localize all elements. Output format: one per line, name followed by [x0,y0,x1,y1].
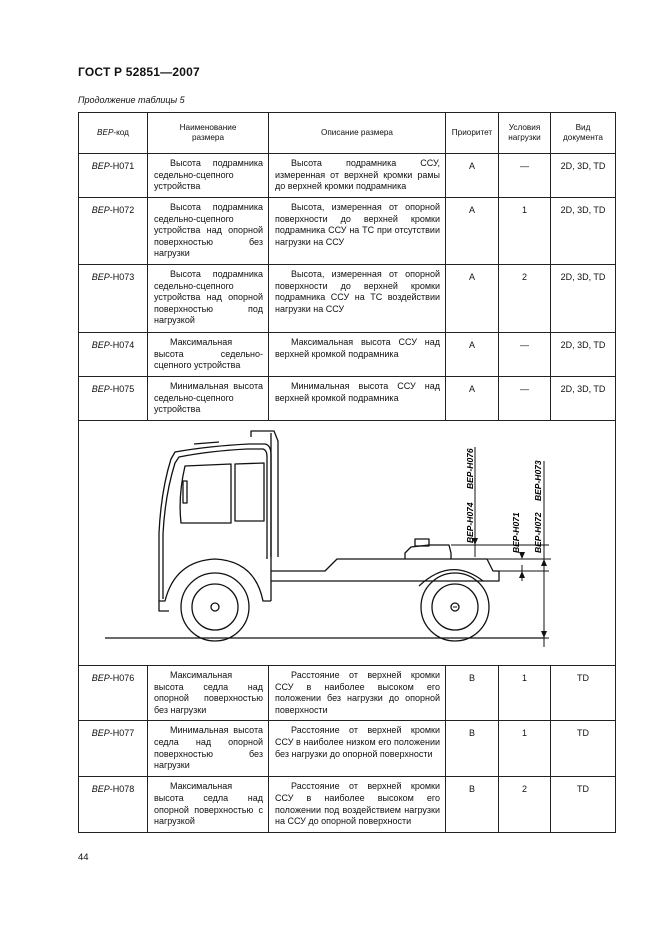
code-number: -H077 [109,728,135,739]
code-prefix: BEP [91,673,110,683]
row-description: Высота, измеренная от опорной поверхности до верхней кромки подрамника ССУ на ТС воздействии нагрузки на ССУ [269,265,446,333]
code-number: -H071 [109,161,135,171]
row-view: 2D, 3D, TD [551,377,616,421]
row-code [79,198,148,265]
label-h071: BEP-H071 [511,512,521,553]
truck-diagram [79,421,616,665]
row-name: Максимальная высота седла над опорной поверхностью без нагрузки [148,666,269,721]
code-number: -H073 [109,272,135,282]
figure-row [79,421,616,666]
arrow-h071-bottom [519,571,525,578]
code-prefix: BEP [91,272,110,282]
table-row [79,721,616,777]
table-row [79,333,616,377]
code-prefix: BEP [91,784,110,795]
row-priority: B [446,666,499,721]
header-code-prefix: BEP [97,127,114,137]
row-description: Расстояние от верхней кромки ССУ в наиболее высоком его положении без нагрузки до опорной поверхности [269,666,446,721]
code-number: -H074 [109,340,135,350]
front-wheel-rim [192,584,238,630]
table-header-row [79,113,616,154]
code-prefix: BEP [91,384,110,394]
row-description: Максимальная высота ССУ над верхней кромкой подрамника [269,333,446,377]
code-number: -H072 [109,205,135,215]
row-view: TD [551,777,616,832]
code-prefix: BEP [91,205,110,215]
front-wheel-hub [211,603,219,611]
roof-vent [194,442,219,444]
row-load: — [499,154,551,198]
fifth-wheel [405,545,451,559]
cab-inner-outline [163,449,267,599]
row-load: 1 [499,666,551,721]
header-priority: Приоритет [446,113,499,154]
row-name: Максимальная высота седельно-сцепного устройства [148,333,269,377]
row-load: — [499,377,551,421]
table-caption: Продолжение таблицы 5 [78,95,185,105]
code-number: -H078 [109,784,135,795]
label-h076: BEP-H076 [465,448,475,489]
row-priority: B [446,777,499,832]
row-name: Минимальная высота седельно-сцепного устройства [148,377,269,421]
row-priority: A [446,265,499,333]
row-description: Высота, измеренная от опорной поверхности до верхней кромки подрамника ССУ на ТС при отсутствии нагрузки на ССУ [269,198,446,265]
arrow-h073-top [541,559,547,566]
label-h072: BEP-H072 [533,512,543,553]
code-prefix: BEP [91,161,110,171]
row-view: TD [551,721,616,777]
row-view: 2D, 3D, TD [551,265,616,333]
header-description: Описание размера [269,113,446,154]
row-description: Минимальная высота ССУ над верхней кромкой подрамника [269,377,446,421]
header-code [79,113,148,154]
arrow-h073-bottom [541,631,547,638]
header-view: Вид документа [551,113,616,154]
row-view: 2D, 3D, TD [551,154,616,198]
row-priority: A [446,198,499,265]
row-load: 1 [499,198,551,265]
table-row [79,777,616,832]
row-name: Высота подрамника седельно-сцепного устройства над опорной поверхностью под нагрузкой [148,265,269,333]
table-row [79,265,616,333]
row-load: — [499,333,551,377]
code-prefix: BEP [91,728,110,739]
row-priority: A [446,377,499,421]
mirror [183,481,187,503]
row-load: 2 [499,265,551,333]
row-view: 2D, 3D, TD [551,198,616,265]
row-description: Расстояние от верхней кромки ССУ в наиболее высоком его положении под воздействием нагрузки на ССУ до опорной поверхности [269,777,446,832]
row-code [79,265,148,333]
page-number: 44 [78,852,89,863]
row-description: Высота подрамника ССУ, измеренная от верхней кромки рамы до верхней кромки подрамника [269,154,446,198]
dimension-table [78,112,616,833]
row-view: 2D, 3D, TD [551,333,616,377]
row-priority: A [446,154,499,198]
row-code [79,377,148,421]
front-fender [159,559,271,601]
table-row [79,154,616,198]
row-name: Высота подрамника седельно-сцепного устройства над опорной поверхностью без нагрузки [148,198,269,265]
row-load: 2 [499,777,551,832]
row-view: TD [551,666,616,721]
row-code [79,666,148,721]
code-number: -H075 [109,384,135,394]
header-load: Условия нагрузки [499,113,551,154]
document-title: ГОСТ Р 52851—2007 [78,65,200,79]
front-bumper [159,601,169,611]
row-priority: B [446,721,499,777]
front-wheel [181,573,249,641]
label-h073: BEP-H073 [533,460,543,501]
table-row [79,377,616,421]
row-name: Минимальная высота седла над опорной поверхностью без нагрузки [148,721,269,777]
header-code-suffix: -код [113,127,129,137]
row-code [79,154,148,198]
truck-figure [79,421,616,666]
table-row [79,198,616,265]
row-code [79,777,148,832]
row-name: Высота подрамника седельно-сцепного устройства [148,154,269,198]
row-load: 1 [499,721,551,777]
chassis-frame [271,559,499,581]
cab-window-front [180,464,231,523]
header-name: Наименование размера [148,113,269,154]
row-code [79,333,148,377]
row-priority: A [446,333,499,377]
table-row [79,666,616,721]
code-number: -H076 [109,673,135,683]
cab-window-side [235,463,264,521]
label-h074: BEP-H074 [465,502,475,543]
code-prefix: BEP [91,340,110,350]
row-description: Расстояние от верхней кромки ССУ в наиболее низком его положении без нагрузки до опорной поверхности [269,721,446,777]
row-code [79,721,148,777]
row-name: Максимальная высота седла над опорной поверхностью с нагрузкой [148,777,269,832]
